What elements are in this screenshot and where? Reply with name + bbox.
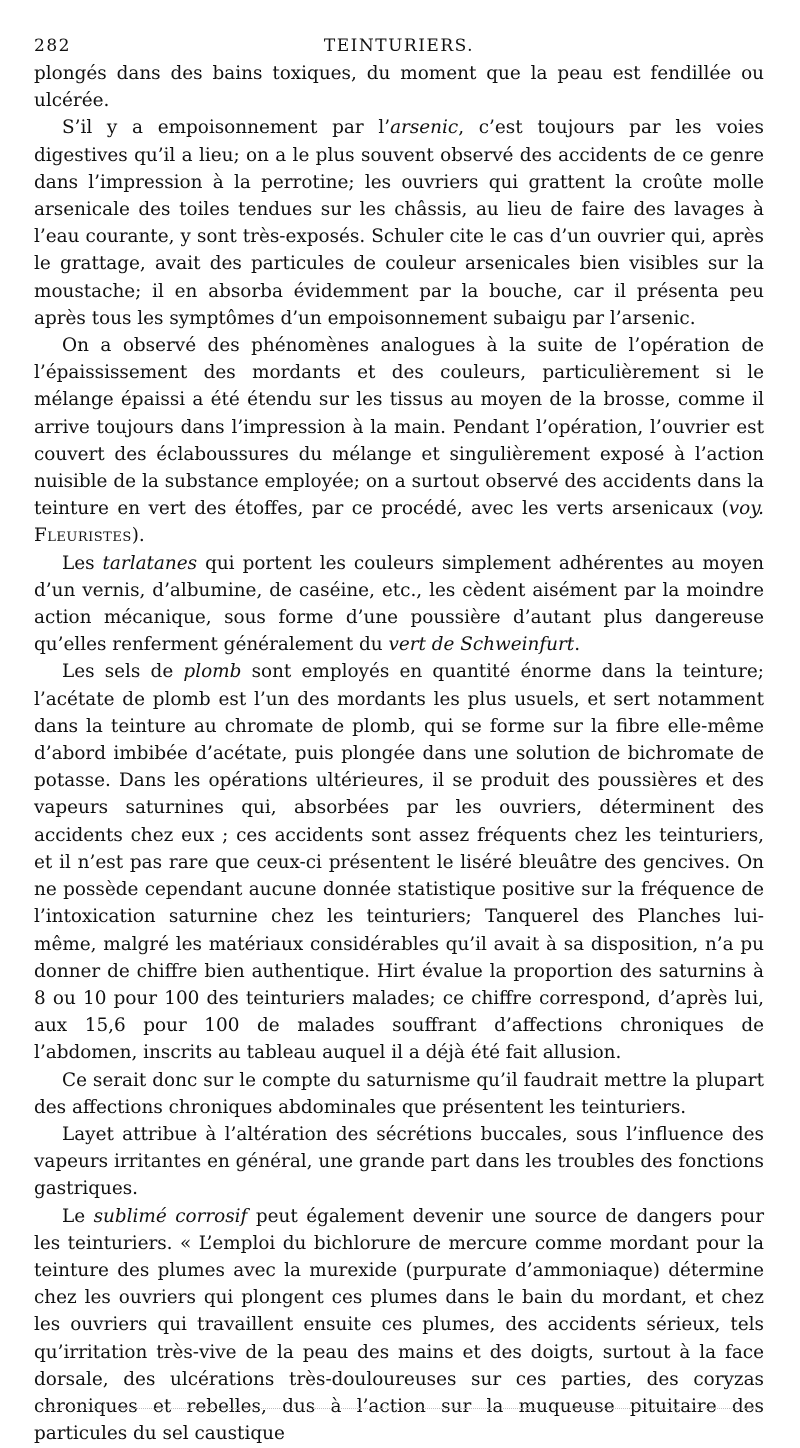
reference-voy: voy. [728,498,764,520]
paragraph-tarlatanes: Les tarlatanes qui portent les couleurs simplement adhérentes au moyen d’un vernis, d’albumine, de caséine, etc., les cèdent aisément par la moindre action mécanique, sous forme d’une poussière d’autant plus dangereuse qu’elles renferment généralement du vert de Schweinfurt. [34,552,764,656]
bleed-through-line [40,1408,760,1409]
term-arsenic: arsenic [390,117,459,139]
paragraph-continuation: plongés dans des bains toxiques, du moment que la peau est fendillée ou ulcérée. [34,63,764,112]
paragraph-plomb: Les sels de plomb sont employés en quantité énorme dans la teinture; l’acétate de plomb est l’un des mordants les plus usuels, et sert notamment dans la teinture au chromate de plomb, qui se forme sur la fibre elle-même d’abord imbibée d’acétate, puis plongée dans une solution de bichromate de potasse. Dans les opérations ultérieures, il se produit des poussières et des vapeurs saturnines qui, absorbées par les ouvriers, déterminent des accidents chez eux ; ces accidents sont assez fréquents chez les teinturiers, et il n’est pas rare que ceux-ci présentent le liséré bleuâtre des gencives. On ne possède cependant aucune donnée statistique positive sur la fréquence de l’intoxication saturnine chez les teinturiers; Tanquerel des Planches lui-même, malgré les matériaux considérables qu’il avait à sa disposition, n’a pu donner de chiffre bien authentique. Hirt évalue la proportion des saturnins à 8 ou 10 pour 100 des teinturiers malades; ce chiffre correspond, d’après lui, aux 15,6 pour 100 de malades souffrant d’affections chroniques de l’abdomen, inscrits au tableau auquel il a déjà été fait allusion. [34,661,765,1064]
page-header [34,30,764,56]
term-vert-de-schweinfurt: vert de Schweinfurt [388,634,575,656]
reference-fleuristes: Fleuristes [34,525,132,547]
paragraph-saturnisme: Ce serait donc sur le compte du saturnisme qu’il faudrait mettre la plupart des affections chroniques abdominales que présentent les teinturiers. [34,1069,764,1118]
term-sublime-corrosif: sublimé corrosif [93,1205,248,1227]
running-title: TEINTURIERS. [323,36,475,56]
term-plomb: plomb [183,661,242,683]
term-tarlatanes: tarlatanes [102,552,198,574]
paragraph-sublime: Le sublimé corrosif peut également devenir une source de dangers pour les teinturiers. « L’emploi du bichlorure de mercure comme mordant pour la teinture des plumes avec la murexide (purpurate d’ammoniaque) détermine chez les ouvriers qui plongent ces plumes dans le bain du mordant, et chez les ouvriers qui travaillent ensuite ces plumes, des accidents sérieux, tels qu’irritation très-vive de la peau des mains et des doigts, surtout à la face dorsale, des ulcérations très-douloureuses sur ces parties, des coryzas chroniques et rebelles, dus à l’action sur la muqueuse pituitaire des particules du sel caustique [34,1205,764,1445]
body-text [34,60,764,1447]
paragraph-mordants: On a observé des phénomènes analogues à la suite de l’opération de l’épaississement des mordants et des couleurs, particulièrement si le mélange épaissi a été étendu sur les tissus au moyen de la brosse, comme il arrive toujours dans l’impression à la main. Pendant l’opération, l’ouvrier est couvert des éclaboussures du mélange et singulièrement exposé à l’action nuisible de la substance employée; on a surtout observé des accidents dans la teinture en vert des étoffes, par ce procédé, avec les verts arsenicaux (voy. Fleuristes). [34,335,764,547]
paragraph-arsenic: S’il y a empoisonnement par l’arsenic, c’est toujours par les voies digestives qu’il a lieu; on a le plus souvent observé des accidents de ce genre dans l’impression à la perrotine; les ouvriers qui grattent la croûte molle arsenicale des toiles tendues sur les châssis, au lieu de faire des lavages à l’eau courante, y sont très-exposés. Schuler cite le cas d’un ouvrier qui, après le grattage, avait des particules de couleur arsenicales bien visibles sur la moustache; il en absorba évidemment par la bouche, car il présenta peu après tous les symptômes d’un empoisonnement subaigu par l’arsenic. [34,117,764,329]
page-number: 282 [34,36,71,56]
paragraph-layet: Layet attribue à l’altération des sécrétions buccales, sous l’influence des vapeurs irritantes en général, une grande part dans les troubles des fonctions gastriques. [34,1123,764,1200]
